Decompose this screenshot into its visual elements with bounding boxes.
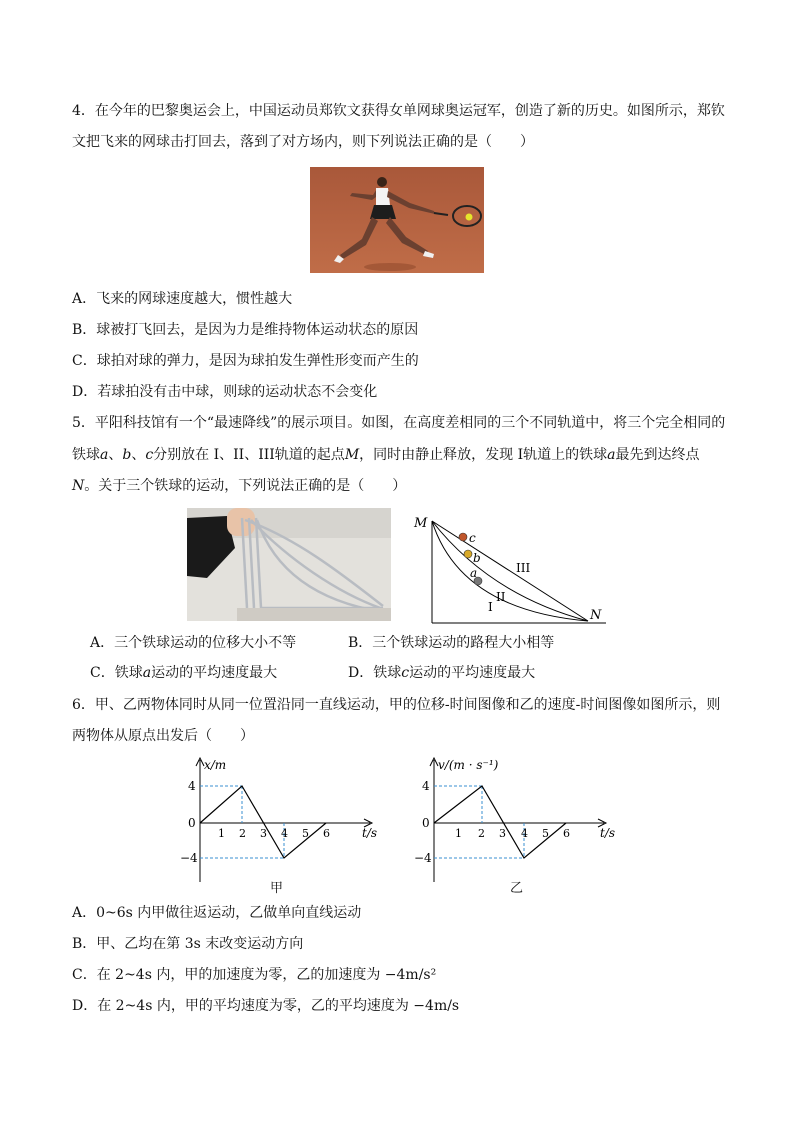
q5-option-c <box>90 663 277 683</box>
q5-var-a: a <box>142 665 152 681</box>
q5-text: 。关于三个铁球的运动，下列说法正确的是（ ） <box>84 478 407 494</box>
q5-text: C．铁球 <box>90 665 143 681</box>
q5-label-iii: III <box>516 561 531 575</box>
q6-jia-tick-neg4: −4 <box>180 851 198 865</box>
q5-text: D．铁球 <box>348 665 402 681</box>
q5-var-n: N <box>72 478 85 494</box>
q5-var-m: M <box>344 447 360 463</box>
q5-var-c: c <box>145 447 154 463</box>
q5-text: 铁球 <box>72 447 100 463</box>
q5-track-photo <box>187 508 391 621</box>
q6-option-c: C．在 2~4s 内，甲的加速度为零，乙的加速度为 −4m/s² <box>72 967 437 983</box>
q5-var-a: a <box>607 447 616 463</box>
q4-stem-line-2: 文把飞来的网球击打回去，落到了对方场内，则下列说法正确的是（ ） <box>72 134 534 150</box>
q6-option-d: D．在 2~4s 内，甲的平均速度为零，乙的平均速度为 −4m/s <box>72 998 460 1014</box>
q6-yi-caption: 乙 <box>510 881 524 896</box>
q6-stem-line-2: 两物体从原点出发后（ ） <box>72 728 254 744</box>
q5-stem-line-2 <box>72 445 700 465</box>
q5-curve-diagram <box>410 505 610 625</box>
q6-yi-t4: 4 <box>521 827 528 840</box>
q6-yi-t2: 2 <box>478 827 485 840</box>
q5-label-n: N <box>590 608 602 623</box>
q5-option-a: A．三个铁球运动的位移大小不等 <box>90 635 297 651</box>
q6-jia-t3: 3 <box>260 827 267 840</box>
q6-graph-jia <box>180 752 380 892</box>
q5-option-d <box>348 663 535 683</box>
q4-option-c: C．球拍对球的弹力，是因为球拍发生弹性形变而产生的 <box>72 353 419 369</box>
q5-text: 最先到达终点 <box>615 447 700 463</box>
q6-jia-t2: 2 <box>239 827 246 840</box>
q6-option-b: B．甲、乙均在第 3s 末改变运动方向 <box>72 936 304 952</box>
q5-label-i: I <box>488 600 493 614</box>
q6-yi-tick-4: 4 <box>422 779 430 793</box>
q6-yi-xlabel: t/s <box>600 826 616 840</box>
q6-jia-t4: 4 <box>281 827 288 840</box>
q5-text: 运动的平均速度最大 <box>409 665 536 681</box>
q6-jia-tick-4: 4 <box>188 779 196 793</box>
q6-yi-t3: 3 <box>499 827 506 840</box>
q5-var-a: a <box>100 447 109 463</box>
q4-tennis-photo <box>310 167 484 273</box>
q5-stem-line-3 <box>72 476 406 496</box>
q6-yi-t6: 6 <box>563 827 570 840</box>
q6-jia-tick-0: 0 <box>188 816 196 830</box>
q6-jia-t6: 6 <box>323 827 330 840</box>
q6-jia-caption: 甲 <box>270 881 284 896</box>
q4-option-a: A．飞来的网球速度越大，惯性越大 <box>72 291 293 307</box>
q5-var-c: c <box>401 665 410 681</box>
q6-yi-tick-0: 0 <box>422 816 430 830</box>
q6-jia-t1: 1 <box>218 827 225 840</box>
q6-jia-xlabel: t/s <box>362 826 378 840</box>
q5-label-ii: II <box>496 590 506 604</box>
q6-jia-t5: 5 <box>302 827 309 840</box>
q5-option-b: B．三个铁球运动的路程大小相等 <box>348 635 555 651</box>
q4-stem-line-1: 4．在今年的巴黎奥运会上，中国运动员郑钦文获得女单网球奥运冠军，创造了新的历史。如图所示，郑钦 <box>72 103 725 119</box>
q6-jia-ylabel: x/m <box>204 758 227 772</box>
q6-graph-yi <box>414 752 624 892</box>
q5-text: ，同时由静止释放，发现 I轨道上的铁球 <box>359 447 608 463</box>
q4-option-d: D．若球拍没有击中球，则球的运动状态不会变化 <box>72 384 378 400</box>
q6-yi-ylabel: v/(m · s⁻¹) <box>438 758 499 772</box>
q5-text: 、 <box>131 447 146 463</box>
q5-text: 、 <box>108 447 123 463</box>
q5-var-b: b <box>122 447 132 463</box>
q6-stem-line-1: 6．甲、乙两物体同时从同一位置沿同一直线运动，甲的位移-时间图像和乙的速度-时间图像如图所示，则 <box>72 697 721 713</box>
q5-label-a: a <box>470 566 478 580</box>
q6-option-a: A．0~6s 内甲做往返运动，乙做单向直线运动 <box>72 905 362 921</box>
q6-yi-t5: 5 <box>542 827 549 840</box>
q5-text: 分别放在 I、II、III轨道的起点 <box>153 447 345 463</box>
q5-label-b: b <box>473 551 481 565</box>
q6-yi-tick-neg4: −4 <box>414 851 432 865</box>
q5-label-c: c <box>469 531 476 545</box>
q5-text: 运动的平均速度最大 <box>151 665 278 681</box>
q6-yi-t1: 1 <box>455 827 462 840</box>
q5-label-m: M <box>414 516 428 531</box>
q5-stem-line-1: 5．平阳科技馆有一个“最速降线”的展示项目。如图，在高度差相同的三个不同轨道中，将三个完全相同的 <box>72 415 726 431</box>
q4-option-b: B．球被打飞回去，是因为力是维持物体运动状态的原因 <box>72 322 419 338</box>
